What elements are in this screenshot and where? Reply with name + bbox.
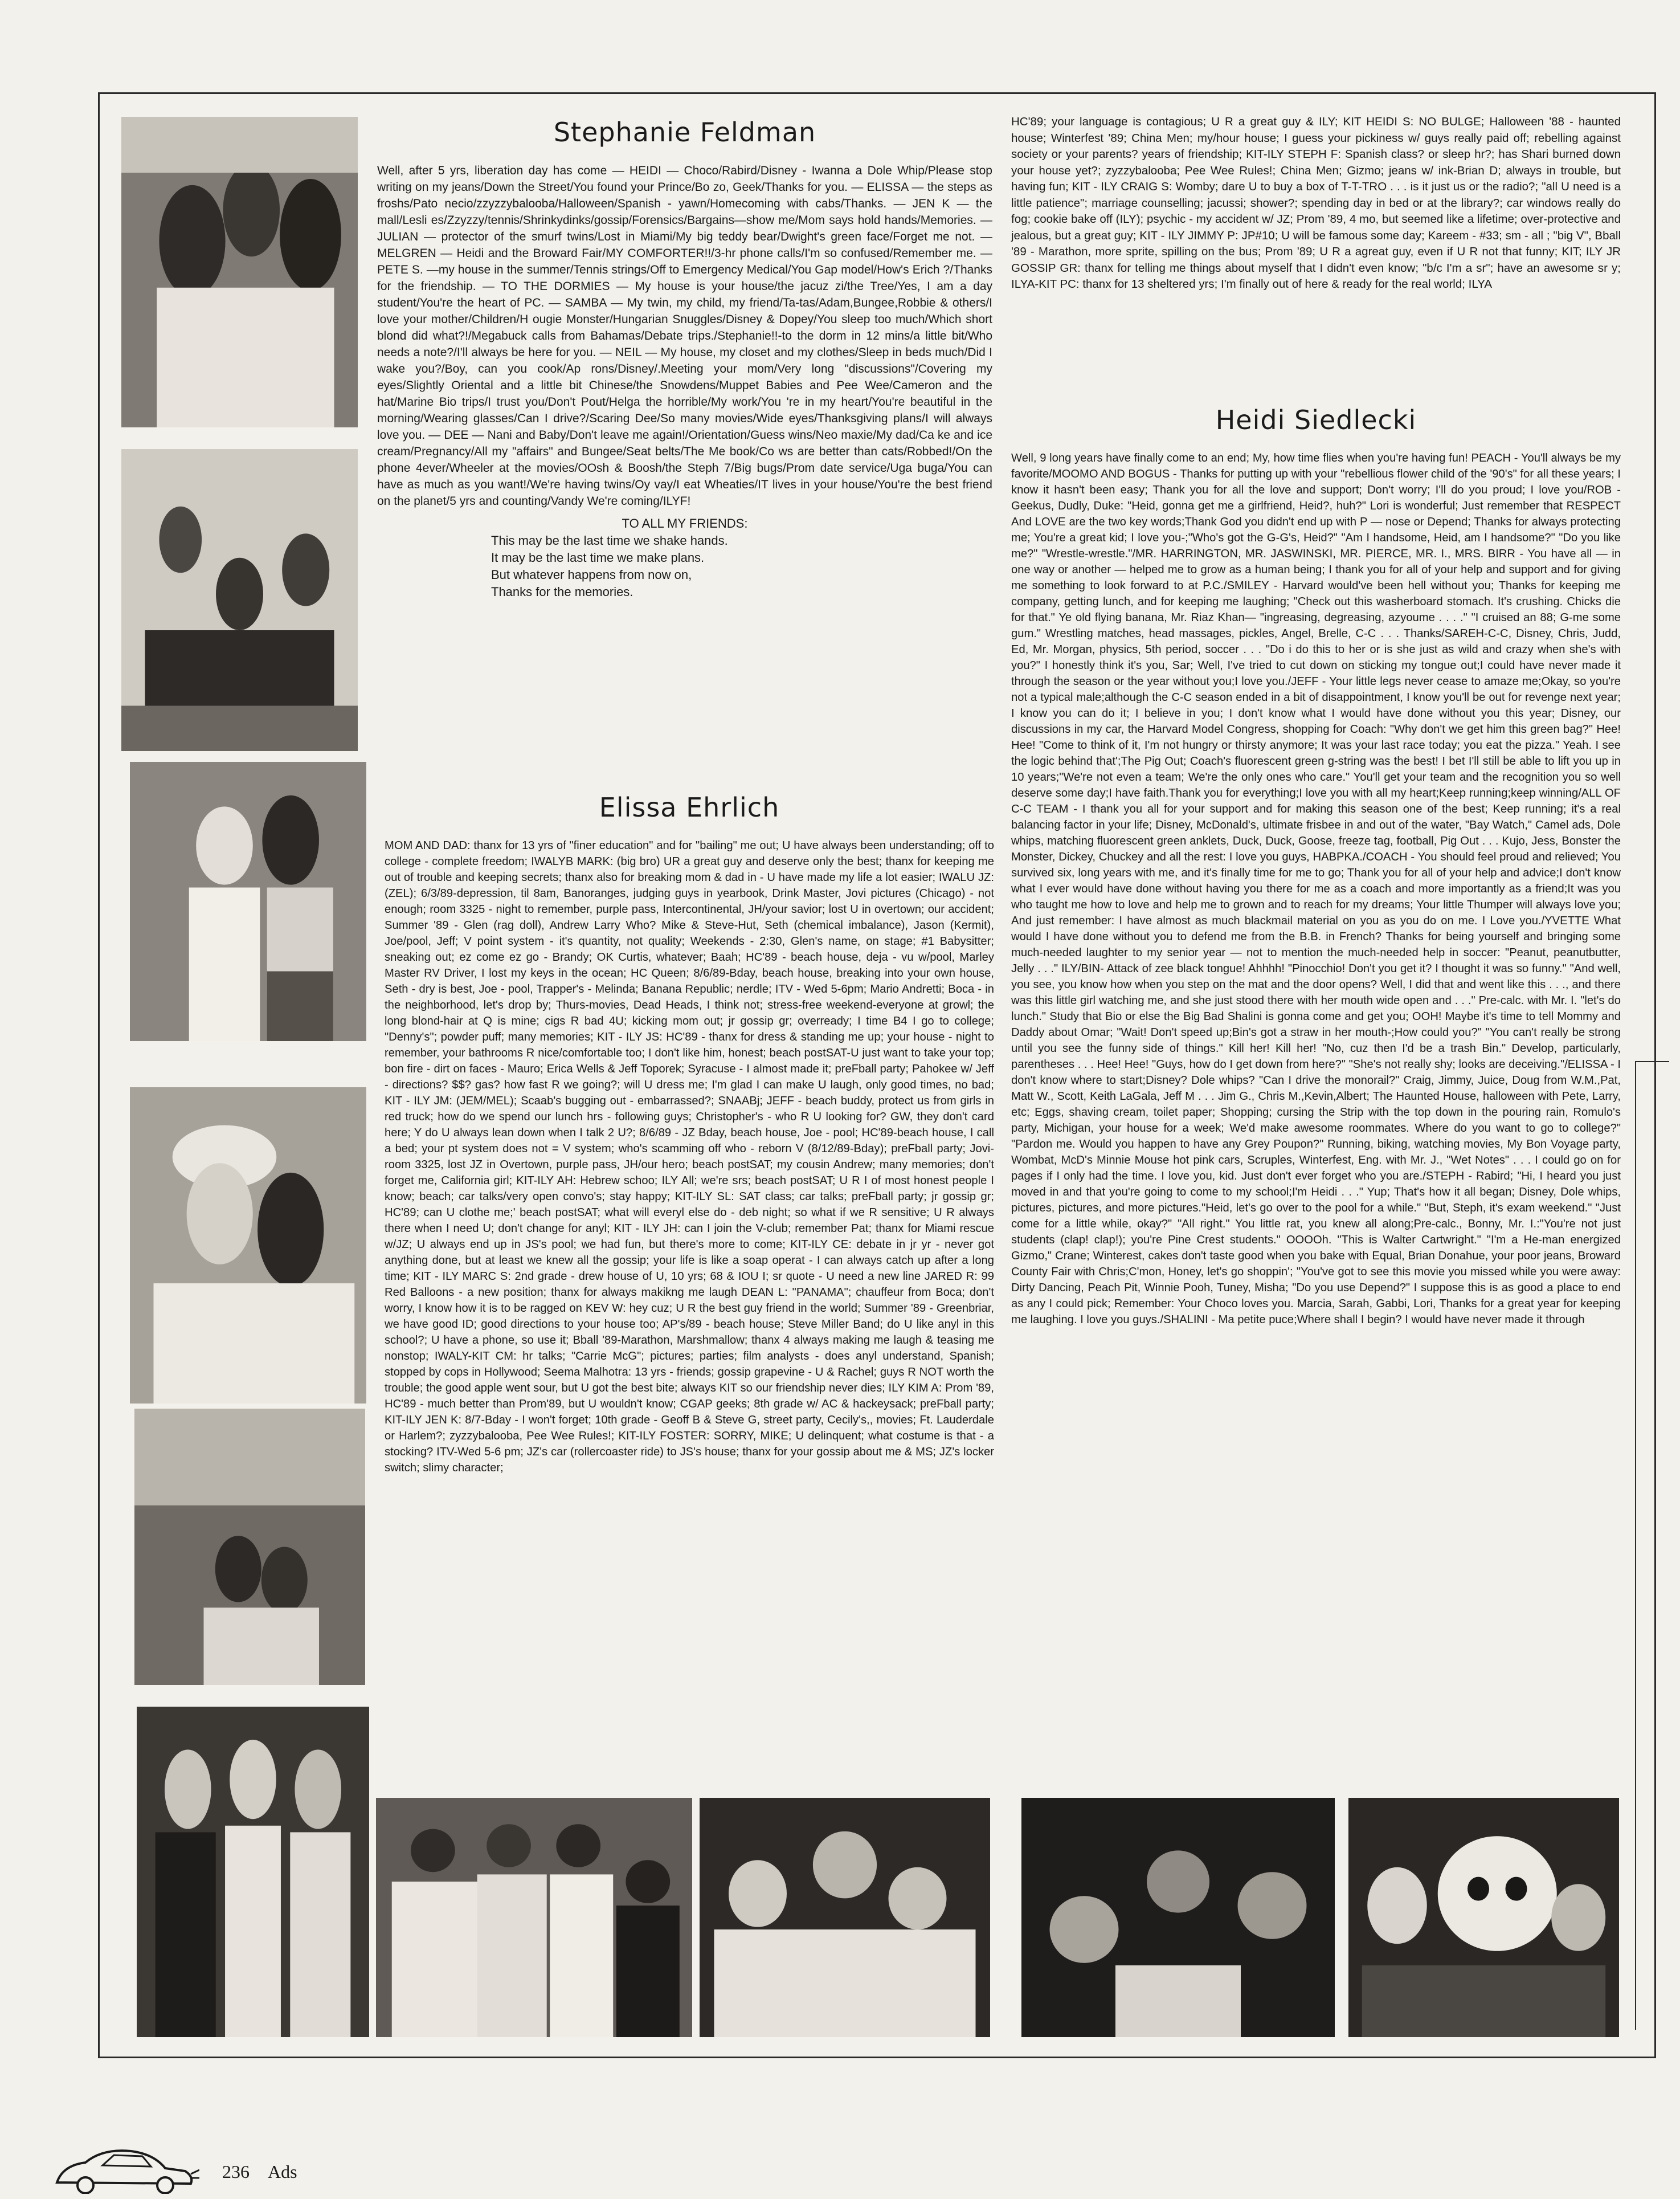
top-right-section bbox=[1011, 114, 1624, 293]
page-tab-mark bbox=[1635, 1061, 1669, 1062]
poem-title: TO ALL MY FRIENDS: bbox=[622, 516, 748, 531]
photo-group-three-friends bbox=[121, 117, 358, 427]
heidi-text: Well, 9 long years have finally come to an end; My, how time flies when you're having fun! PEACH - You'll always be my favorite/MOOMO AND BOGUS - Thanks for putting up with your "rebellious flower child of the '90's" for all these years; I know it hasn't been easy; Thank you for all the love and support; Don't worry; I'll do you proud; I love you/ROB - Geekus, Dudly, Duke: "Heid, gonna get me a girlfriend, Heid?, huh?" Lori is wonderful; Just remember that RESPECT And LOVE are the two key words;Thank God you didn't end up with P — nose or Depend; Thanks for always protecting me; You're a great kid; I love you-;"Who's got the G-G's, Heid?" "Am I handsome, Heid, am I handsome?" "Do you like me?" "Wrestle-wrestle."/MR. HARRINGTON, MR. JASWINSKI, MR. PIERCE, MR. I., MRS. BIRR - You have all — in one way or another — helped me to grow as a human being; I thank you for all of your help and support and for giving me something to look forward to at P.C./SMILEY - Harvard would've been hell without you; Thanks for keeping me company, getting lunch, and for keeping me laughing; "Check out this washerboard stomach. It's crushing. Chicks die for that." Ye old flying banana, Mr. Riaz Khan— "ingreasing, degreasing, azyoume . . . ." "I cruised an 88; G-me some gum." Wrestling matches, head massages, pickles, Angel, Brelle, C-C . . . Thanks/SAREH-C-C, Disney, Chris, Judd, Ed, Mr. Morgan, physics, 5th period, soccer . . . "Do i do this to her or is she just as wild and crazy when she's with you?" I honestly think it's you, Sar; Well, I've tried to cut down on sticking my tongue out;I could have never made it through the season or the year without you;I love you./JEFF - Your little legs never cease to amaze me;Okay, so you're not a typical male;although the C-C season ended in a bit of disappointment, I know you'll be out for revenge next year; I know you can do it; I believe in you; I don't know what I would have done without you this year; Disney, our discussions in my car, the Harvard Model Congress, shopping for Coach: "Why don't we get him this green bag?" Hee! Hee! "Come to think of it, I'm not hungry or thirsty anymore; It was your last race today; you eat the pizza." Yeah. I see the logic behind that';The Pig Out; Coach's fluorescent green g-string was the best! I bet I'll still be able to lift you up in 10 years;"We're not even a team; We're the only ones who care." You'll get your team and the recognition you so well deserve some day;I have faith.Thank you for everything;I love you with all my heart;Keep running;keep winning/ALL OF C-C TEAM - I thank you all for your support and for making this season one of the best; Keep running; it's a real balancing factor in your life; Disney, McDonald's, ultimate frisbee in and out of the water, "Bay Watch," Camel ads, Dole whips, matching fluorescent green anklets, Duck, Duck, Goose, freeze tag, football, Pig Out . . . Kujo, Jess, Bonster the Monster, Dickey, Chuckey and all the rest: I love you guys, HABPKA./COACH - You should feel proud and relieved; You survived six, long years with me, and it's finally time for me to go; Thank you for all of your help and advice;I don't know what I ever would have done without having you there for me as a coach and more importantly as a friend;It was you who taught me how to love and help me to grown and to reach for my dreams; Your little Thumper will always love you; And just remember: I have almost as much blackmail material on you as you do on me. I Love you./YVETTE What would I have done without you to defend me from the B.B. in French? Thanks for being yourself and bringing some much-needed laughter to my senior year — not to mention the much-needed help in soccer: "Peanut, peanutbutter, Jelly . . ." ILY/BIN- Attack of zee black tongue! Ahhhh! "Pinocchio! Don't you get it? I thought it was so funny." "And well, you see, you know how when you step on the mat and the door opens? Well, I did that and went like this . . ., and there was this little girl watching me, and she just stood there with her mouth wide open and . . ." Pre-calc. with Mr. I. "let's do lunch." Study that Bio or else the Big Bad Shalini is gonna come and get you; OOH! Maybe it's time to tell Mommy and Daddy about Omar; "Wait! Don't speed up;Bin's got a straw in her mouth-;How could you?" "You can't really be strong until you see the funny side of things." Kill her! Kill her! "No, cuz then I'd be a trash Bin." Develop, particularly, parentheses . . . Hee! Hee! "Guys, how do I get down from here?" "She's not really shy; looks are deceiving."/ELISSA - I don't know where to start;Disney? Dole whips? "Can I drive the monorail?" Craig, Jimmy, Juice, Doug from W.M.,Pat, Matt W., Scott, Keith LaGala, Jeff M . . . Jim G., Chris M.,Kevin,Albert; The Haunted House, halloween with Pete, Larry, etc; Eggs, shaving cream, toilet paper; Shopping; cursing the Strip with the top down in the pouring rain, Romulo's party, Michigan, your house for a week; We'd make awesome roommates. Where do you want to go to college?" "Pardon me. Would you happen to have any Grey Poupon?" Running, biking, watching movies, My Bon Voyage party, Wombat, McD's Minnie Mouse hot pink cars, Scruples, Winterfest, Eng. with Mr. J., "Wet Notes" . . . I could go on for pages if I only had the time. I love you, kid. Just don't ever forget who you are./STEPH - Rabird; "Hi, I heard you just moved in and that you're going to come to my school;I'm Heidi . . ." Yup; That's how it all began; Disney, Dole whips, pictures, pictures, and more pictures."Heid, let's go over to the pool for a while." "But, Steph, it's exam weekend." "Just come for a little while, okay?" "All right." You little rat, you knew all along;Pre-calc., Bonny, Mr. I.:"You're not just students (clap! clap!); you're Pine Crest students." OOOOh. "This is Walter Cartwright." "I'm a He-man energized Gizmo," Crane; Winterest, cakes don't taste good when you bake with Equal, Brian Donahue, your poor jeans, Broward County Fair with Chris;C'mon, Honey, let's go shoppin'; "You've got to see this movie you missed while you were away: Dirty Dancing, Peach Pit, Winnie Pooh, Tuney, Misha; "Do you use Depend?" I suppose this is as good a place to end as any I could pick; Remember: Your Choco loves you. Marcia, Sarah, Gabbi, Lori, Thanks for a great year for keeping me laughing. I love you guys./SHALINI - Ma petite puce;Where shall I begin? I would have never made it through bbox=[1011, 452, 1624, 1326]
car-logo bbox=[51, 2143, 348, 2194]
section-label: Ads bbox=[268, 2161, 297, 2182]
stephanie-heading: Stephanie Feldman bbox=[553, 117, 816, 148]
car-icon bbox=[51, 2143, 199, 2194]
elissa-text: MOM AND DAD: thanx for 13 yrs of "finer education" and for "bailing" me out; U have always been understanding; off to college - complete freedom; IWALYB MARK: (big bro) UR a great guy and deserve only the best; thanx for keeping me out of trouble and keeping secrets; thanx also for breaking mom & dad in - U have made my life a lot easier; IWALU JZ: (ZEL); 6/3/89-depression, til 8am, Banoranges, judging guys in yearbook, Drink Master, Jovi pictures (Chicago) - not enough; room 3325 - night to remember, purple pass, Intercontinental, JH/your savior; lost U in overtown; our accident; Summer '89 - Glen (rag doll), Andrew Larry Who? Mike & Steve-Hut, Seth (chemical imbalance), Jason (Kermit), Joe/pool, Jeff; V point system - it's quantity, not quality; Weekends - 2:30, Glen's name, on stage; #1 Babysitter; sneaking out; ez come ez go - Brandy; OK Curtis, whatever; Baah; HC'89 - beach house, deja - vu w/pool, Marley Master RV Driver, I lost my keys in the ocean; HC Queen; 8/6/89-Bday, beach house, breaking into your own house, Seth - dry is best, Joe - pool, Trapper's - Melinda; Banana Republic; nerdle; ITV - Wed 5-6pm; Mario Andretti; Boca - in the neighborhood, let's drop by; Thurs-movies, Dead Heads, I think not; stress-free weekend-everyone at growl; the long blond-hair at Q is mine; cigs R bad 4U; kicking mom out; jr gossip gr; overready; I time B4 I go to college; "Denny's"; powder puff; many memories; KIT - ILY JS: HC'89 - thanx for dress & standing me up; your house - night to remember, your bathrooms R nice/comfortable too; I don't like him, honest; beach postSAT-U just want to take your top; bon fire - dirt on faces - Mauro; Erica Wells & Jeff Toporek; Syracuse - I almost made it; preFball party; Pahokee w/ Jeff - directions? $$? gas? how fast R we going?; will U dress me; I'm glad I can make U laugh, only good times, no bad; KIT - ILY JM: (JEM/MEL); Scaab's bugging out - embarrassed?; SNAABj; JEFF - beach buddy, protect us from girls in red truck; how do we spend our lunch hrs - following guys; Christopher's - who R U looking for? GW, they don't card here; Y do U always lean down when I talk 2 U?; 8/6/89 - JZ Bday, beach house, Joe - pool; HC'89-beach house, I call a bed; your pt system does not = V system; who's scamming off who - reborn V (8/12/89-Bday); preFball party; Jovi-room 3325, lost JZ in Overtown, purple pass, JH/our hero; beach postSAT; my cousin Andrew; many memories; don't forget me, California girl; KIT-ILY AH: Hebrew schoo; ILY All; we're srs; beach postSAT; U R I of most honest people I know; beach; car talks/very open convo's; stay happy; KIT-ILY SL: SAT class; car talks; preFball party; jr gossip gr; HC'89; can U clothe me;' beach postSAT; what will everyl else do - deb night; so what if we R sensitive; U R always there when I need U; don't change for anyl; KIT - ILY JH: can I join the V-club; remember Pat; thanx for Miami rescue w/JZ; U always end up in JS's pool; we had fun, but there's more to come; KIT-ILY CE: debate in jr yr - never got anything done, but at least we knew all the gossip; your life is like a soap operat - I can always catch up after a long time; KIT - ILY MARC S: 2nd grade - drew house of U, 10 yrs; 68 & IOU I; sr quote - U need a new line JARED R: 99 Red Balloons - a new position; thanx for always makikng me laugh DEAN L: "PANAMA"; chauffeur from Boca; don't worry, I know how it is to be ragged on KEV W: hey cuz; U R the best guy friend in the world; Summer '89 - Greenbriar, we have good ID; good directions to your house too; AP's/89 - beach house; Steve Miller Band; do U like anyl in this school?; U have a phone, so use it; Bball '89-Marathon, Marshmallow; thanx 4 always making me laugh & teasing me nonstop; IWALY-KIT CM: hr talks; "Carrie McG"; pictures; parties; film analysts - does anyl understand, Spanish; stopped by cops in Hollywood; Seema Malhotra: 13 yrs - friends; gossip grapevine - U & Rachel; guys R NOT worth the trouble; the good apple went sour, but U got the best bite; always KIT so our friendship never dies; ILY KIM A: Prom '89, HC'89 - much better than Prom'89, but U wouldn't know; CGAP geeks; 8th grade w/ AC & hackeysack; preFball party; KIT-ILY JEN K: 8/7-Bday - I won't forget; 10th grade - Geoff B & Steve G, street party, Cecily's,, movies; Ft. Lauderdale or Harlem?; zyzzybalooba, Pee Wee Rules!; KIT-ILY FOSTER: SORRY, MIKE; U delinquent; what costume is that - a stocking? ITV-Wed 5-6 pm; JZ's car (rollercoaster ride) to JS's house; thanx for your gossip about me & MS; JZ's locker switch; slimy character; bbox=[385, 839, 998, 1474]
top-right-text: HC'89; your language is contagious; U R a great guy & ILY; KIT HEIDI S: NO BULGE; Halloween '88 - haunted house; Winterfest '89; China Men; my/hour house; I guess your pickiness w/ guys really paid off; rebelling against society or your parents? years of friendship; KIT-ILY STEPH F: Spanish class? or sleep hr?; has Shari burned down your house yet?; zyzzybalooba; Pee Wee Rules!; China Men; Gizmo; jeans w/ ink-Brian D; always in trouble, but having fun; KIT - ILY CRAIG S: Womby; dare U to buy a box of T-T-TRO . . . is it just us or the radio?; "all U need is a little patience"; marriage counselling; jacussi; shower?; spending day in bed or at the library?; car windows really do fog; cookie bake off (ILY); psychic - my accident w/ JZ; Prom '89, 4 mo, but seemed like a lifetime; over-protective and jealous, but a great guy; KIT - ILY JIMMY P: JP#10; U will be famous some day; Kareem - #33; sm - all ; "big V", Bball '89 - Marathon, more sprite, spilling on the bus; Prom '89; U R a agreat guy, even if U R not that funny; KIT; ILY JR GOSSIP GR: thanx for telling me things about myself that I didn't even know; "b/c I'm a sr"; have an awesome sr y; ILYA-KIT PC: thanx for 13 sheltered yrs; I'm finally out of here & ready for the real world; ILYA bbox=[1011, 115, 1624, 291]
photo-flower-crowns bbox=[130, 1087, 366, 1404]
heidi-heading: Heidi Siedlecki bbox=[1215, 405, 1417, 435]
photo-graduation bbox=[130, 762, 366, 1041]
elissa-heading: Elissa Ehrlich bbox=[599, 792, 780, 823]
heidi-section bbox=[1011, 405, 1624, 1328]
page-tab-line bbox=[1635, 1061, 1636, 2030]
page-number: 236 bbox=[222, 2161, 250, 2182]
stephanie-poem bbox=[377, 515, 992, 601]
elissa-section bbox=[385, 792, 998, 1476]
poem-lines: This may be the last time we shake hands. It may be the last time we make plans. But whatever happens from now on, Thanks for the memories. bbox=[491, 533, 728, 599]
stephanie-text: Well, after 5 yrs, liberation day has come — HEIDI — Choco/Rabird/Disney - Iwanna a Dole Whip/Please stop writing on my jeans/Down the Street/You found your Prince/Bo zo, Geek/Thanks for you. — ELISSA — the steps as froshs/Pato necio/zzyzzybalooba/Halloween/Spanish - yawn/Homecoming with cabs/Thanks. — JEN K — the mall/Lesli es/Zzyzzy/tennis/Shrinkydinks/gossip/Forensics/Bargains—show me/Mom says hold hands/Memories. — JULIAN — protector of the smurf twins/Lost in Miami/My big teddy bear/Dwight's green face/Forget me not. — MELGREN — Heidi and the Broward Fair/MY COMFORTER!!/3-hr phone calls/I'm so confused/Remember me. — PETE S. —my house in the summer/Tennis strings/Off to Emergency Medical/You Gap model/How's Erich ?/Thanks for the friendship. — TO THE DORMIES — My house is your house/the jacuz zi/the Tree/Yes, I am a day student/You're the heart of PC. — SAMBA — My twin, my child, my friend/Ta-tas/Adam,Bungee,Robbie & others/I love your mother/Children/H ougie Monster/Hungarian Snuggles/Disney & Dopey/You sleep too much/Which short blond did what?!/Megabuck calls from Bahamas/Debate trips./Stephanie!!-to the dorm in 12 mins/a little bit/Who needs a note?/I'll always be here for you. — NEIL — My house, my closet and my clothes/Sleep in beds much/Did I wake you?/Boy, can you cook/Ap rons/Disney/.Meeting your mom/Very long "discussions"/Covering my eyes/Slightly Oriental and a little bit Chinese/the Snowdens/Muppet Babies and Pee Wee/Cameron and the hat/Marine Bio trips/I trust you/Don't Pout/Helga the horrible/My work/You 're in my heart/You're beautiful in the morning/Wearing glasses/Can I drive?/Scaring Dee/So many movies/Wide eyes/Thanksgiving plans/I will always love you. — DEE — Nani and Baby/Don't leave me again!/Orientation/Guess wins/Neo maxie/My dad/Ca ke and ice cream/Pregnancy/All my "affairs" and Bungee/Seat belts/The Me book/Co ws are better than cats/Robbed!/On the phone 4ever/Wheeler at the movies/OOsh & Boosh/the Steph 7/Big bugs/Prom date service/Uga buga/You can have as much as you want!/We're having twins/Oy vay/I eat Wheaties/IT lives in your house/You're the best friend on the planet/5 yrs and counting/Vandy We're coming/ILYF! bbox=[377, 164, 996, 508]
photo-soccer-shirts-group bbox=[376, 1798, 692, 2037]
photo-party-group bbox=[700, 1798, 990, 2037]
photo-backyard bbox=[134, 1409, 365, 1685]
photo-formal-group bbox=[137, 1707, 369, 2037]
photo-group-outdoor-bench bbox=[121, 449, 358, 751]
photo-night-party bbox=[1021, 1798, 1335, 2037]
stephanie-section bbox=[377, 117, 996, 601]
photo-mascot bbox=[1348, 1798, 1619, 2037]
